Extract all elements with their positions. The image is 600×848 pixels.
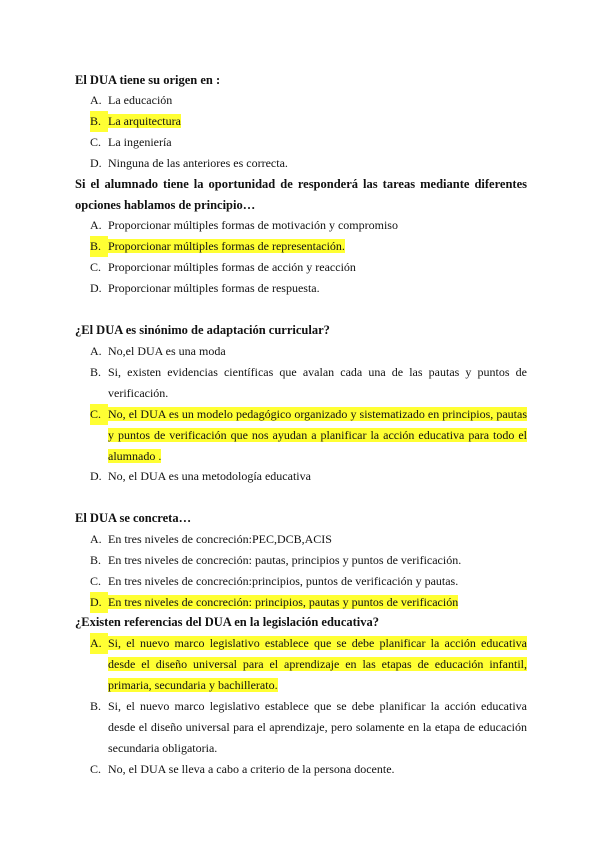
option-letter: C.: [90, 574, 102, 588]
option-2b: [90, 236, 527, 257]
option-4b: [90, 550, 527, 571]
option-text: No, el DUA se lleva a cabo a criterio de la persona docente.: [108, 762, 395, 776]
option-1c: [90, 132, 527, 153]
option-letter: C.: [90, 135, 102, 149]
option-3d: [90, 466, 527, 487]
option-3a: [90, 341, 527, 362]
option-5b: [90, 696, 527, 759]
option-text: Proporcionar múltiples formas de acción y reacción: [108, 260, 356, 274]
option-letter: D.: [90, 156, 102, 170]
option-text: Si, el nuevo marco legislativo establece que se debe planificar la acción educativa desde el diseño universal para el aprendizaje, pero solamente en la etapa de educación secundaria obligatoria.: [108, 699, 527, 755]
option-text: Si, existen evidencias científicas que avalan cada una de las pautas y puntos de verificación.: [108, 365, 527, 400]
option-3b: [90, 362, 527, 404]
option-letter: C.: [90, 404, 108, 425]
question-1: El DUA tiene su origen en :: [75, 73, 221, 87]
option-text: No, el DUA es una metodología educativa: [108, 469, 311, 483]
option-text: En tres niveles de concreción:principios, puntos de verificación y pautas.: [108, 574, 459, 588]
question-5: ¿Existen referencias del DUA en la legislación educativa?: [75, 615, 380, 629]
option-5c: [90, 759, 527, 780]
option-text: Proporcionar múltiples formas de motivación y compromiso: [108, 218, 398, 232]
option-letter: D.: [90, 592, 108, 613]
option-3c: [90, 404, 527, 467]
option-1d: [90, 153, 527, 174]
option-2c: [90, 257, 527, 278]
option-letter: C.: [90, 260, 102, 274]
option-2a: [90, 215, 527, 236]
option-text: No,el DUA es una moda: [108, 344, 226, 358]
option-letter: C.: [90, 762, 102, 776]
option-text: Proporcionar múltiples formas de representación.: [108, 239, 345, 253]
option-text: La ingeniería: [108, 135, 172, 149]
option-1a: [90, 90, 527, 111]
question-4: El DUA se concreta…: [75, 511, 192, 525]
option-text: En tres niveles de concreción: principios, pautas y puntos de verificación: [108, 595, 459, 609]
option-letter: D.: [90, 469, 102, 483]
option-text: En tres niveles de concreción:PEC,DCB,ACIS: [108, 532, 332, 546]
question-2: Si el alumnado tiene la oportunidad de responderá las tareas mediante diferentes opciones hablamos de principio…: [75, 177, 527, 212]
option-letter: B.: [90, 699, 102, 713]
option-letter: A.: [90, 532, 102, 546]
option-letter: A.: [90, 344, 102, 358]
option-4a: [90, 529, 527, 550]
option-letter: B.: [90, 111, 108, 132]
option-text: La arquitectura: [108, 114, 181, 128]
option-4d: [90, 592, 527, 613]
option-letter: B.: [90, 365, 102, 379]
option-letter: A.: [90, 93, 102, 107]
option-letter: D.: [90, 281, 102, 295]
option-1b: [90, 111, 527, 132]
option-text: Proporcionar múltiples formas de respuesta.: [108, 281, 320, 295]
option-text: Si, el nuevo marco legislativo establece que se debe planificar la acción educativa desde el diseño universal para el aprendizaje en las etapas de educación infantil, primaria, secundaria y bachillerato.: [108, 636, 527, 692]
option-5a: [90, 633, 527, 696]
option-text: La educación: [108, 93, 173, 107]
option-text: En tres niveles de concreción: pautas, principios y puntos de verificación.: [108, 553, 462, 567]
option-text: No, el DUA es un modelo pedagógico organizado y sistematizado en principios, pautas y puntos de verificación que nos ayudan a planificar la acción educativa para todo el alumnado .: [108, 407, 527, 463]
question-3: ¿El DUA es sinónimo de adaptación curricular?: [75, 323, 330, 337]
option-letter: A.: [90, 633, 108, 654]
option-2d: [90, 278, 527, 299]
option-letter: B.: [90, 553, 102, 567]
option-text: Ninguna de las anteriores es correcta.: [108, 156, 288, 170]
option-4c: [90, 571, 527, 592]
option-letter: B.: [90, 236, 108, 257]
option-letter: A.: [90, 218, 102, 232]
